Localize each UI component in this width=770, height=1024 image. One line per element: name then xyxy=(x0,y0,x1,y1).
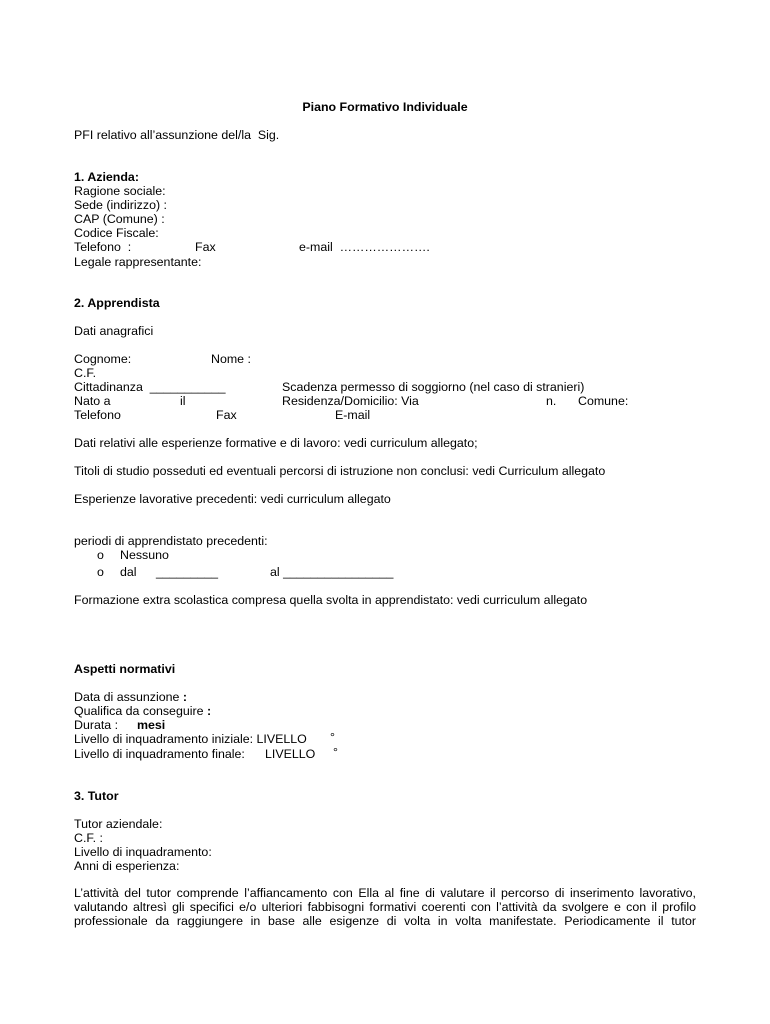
cognome-label: Cognome: xyxy=(74,352,132,366)
al-label: al ________________ xyxy=(270,565,394,579)
azienda-fax-label: Fax xyxy=(195,240,216,254)
document-title: Piano Formativo Individuale xyxy=(302,100,468,114)
bullet-icon: o xyxy=(97,565,104,579)
legale-rappresentante-label: Legale rappresentante: xyxy=(74,255,202,269)
section-azienda-heading: 1. Azienda: xyxy=(74,170,139,184)
nessuno-option: Nessuno xyxy=(120,548,169,562)
periodi-apprendistato-label: periodi di apprendistato precedenti: xyxy=(74,534,268,548)
ragione-sociale-label: Ragione sociale: xyxy=(74,184,166,198)
esperienze-formative-line: Dati relativi alle esperienze formative e di lavoro: vedi curriculum allegato; xyxy=(74,436,478,450)
apprendista-email-label: E-mail xyxy=(335,408,371,422)
scadenza-permesso-label: Scadenza permesso di soggiorno (nel caso di stranieri) xyxy=(282,380,585,394)
tutor-cf-label: C.F. : xyxy=(74,831,103,845)
esperienze-lavorative-line: Esperienze lavorative precedenti: vedi curriculum allegato xyxy=(74,492,391,506)
tutor-paragraph xyxy=(74,886,696,928)
livello-finale-word: LIVELLO xyxy=(265,747,316,761)
apprendista-telefono-label: Telefono xyxy=(74,408,121,422)
azienda-telefono-label: Telefono : xyxy=(74,240,132,254)
data-assunzione-label: Data di assunzione : xyxy=(74,690,187,704)
nome-label: Nome : xyxy=(211,352,251,366)
paragraph-line: valutando altresì gli specifici e/o ulteriori fabbisogni formativi coerenti con l’attività da svolgere e con il profilo xyxy=(74,900,696,914)
section-apprendista-heading: 2. Apprendista xyxy=(74,296,160,310)
azienda-email-label: e-mail …………………. xyxy=(299,240,430,254)
dati-anagrafici-label: Dati anagrafici xyxy=(74,324,154,338)
codice-fiscale-label: Codice Fiscale: xyxy=(74,226,159,240)
section-normativi-heading: Aspetti normativi xyxy=(74,662,176,676)
nato-a-label: Nato a xyxy=(74,394,111,408)
livello-finale-label: Livello di inquadramento finale: xyxy=(74,747,245,761)
durata-label: Durata : xyxy=(74,718,119,732)
qualifica-label: Qualifica da conseguire : xyxy=(74,704,212,718)
section-tutor-heading: 3. Tutor xyxy=(74,789,119,803)
sede-label: Sede (indirizzo) : xyxy=(74,198,167,212)
degree-symbol: ° xyxy=(330,730,335,744)
il-label: il xyxy=(180,394,186,408)
paragraph-line: L’attività del tutor comprende l’affiancamento con Ella al fine di valutare il percorso di inserimento lavorativo, xyxy=(74,886,696,900)
cittadinanza-label: Cittadinanza ___________ xyxy=(74,380,226,394)
tutor-aziendale-label: Tutor aziendale: xyxy=(74,817,163,831)
livello-iniziale-label: Livello di inquadramento iniziale: LIVELLO xyxy=(74,732,307,746)
paragraph-line: professionale da raggiungere in base alle esigenze di volta in volta manifestate. Periodicamente il tutor xyxy=(74,914,696,928)
intro-line: PFI relativo all’assunzione del/la Sig. xyxy=(74,128,280,142)
tutor-anni-label: Anni di esperienza: xyxy=(74,859,180,873)
titoli-studio-line: Titoli di studio posseduti ed eventuali percorsi di istruzione non conclusi: vedi Curriculum allegato xyxy=(74,464,606,478)
dal-label: dal xyxy=(120,565,137,579)
bullet-icon: o xyxy=(97,548,104,562)
dal-blank: _________ xyxy=(156,565,219,579)
cap-label: CAP (Comune) : xyxy=(74,212,165,226)
apprendista-cf-label: C.F. xyxy=(74,366,97,380)
tutor-livello-label: Livello di inquadramento: xyxy=(74,845,212,859)
degree-symbol: ° xyxy=(333,745,338,759)
apprendista-fax-label: Fax xyxy=(216,408,237,422)
numero-civico-label: n. xyxy=(546,394,557,408)
formazione-extra-line: Formazione extra scolastica compresa quella svolta in apprendistato: vedi curriculum allegato xyxy=(74,593,588,607)
comune-label: Comune: xyxy=(578,394,629,408)
mesi-label: mesi xyxy=(137,718,166,732)
residenza-label: Residenza/Domicilio: Via xyxy=(282,394,419,408)
